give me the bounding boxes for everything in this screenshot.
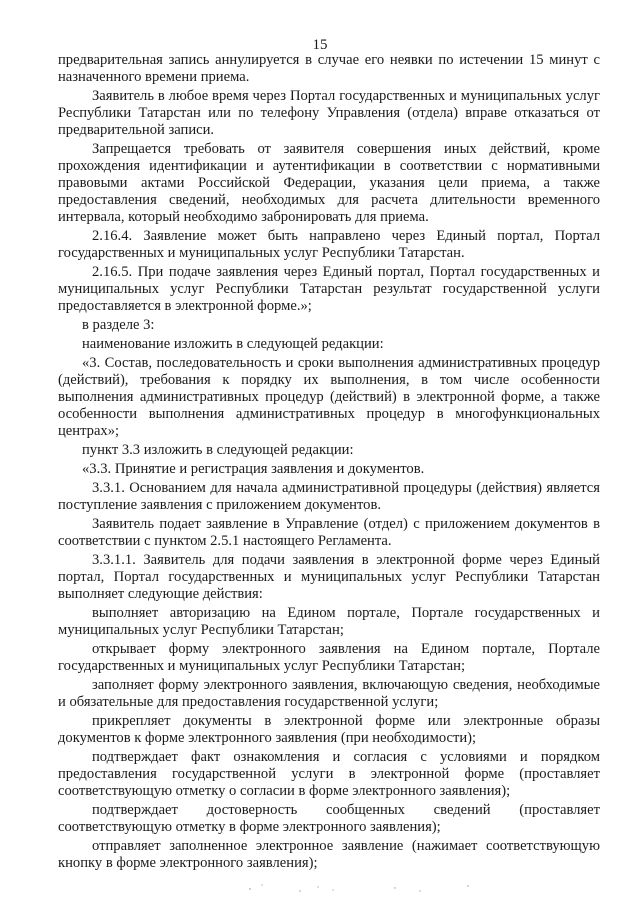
page-number: 15 (312, 37, 328, 53)
document-body (58, 52, 600, 874)
list-item-fill-form: заполняет форму электронного заявления, включающую сведения, необходимые и обязательные для предоставления государственной услуги; (58, 677, 600, 710)
paragraph-2-16-5: 2.16.5. При подаче заявления через Единый портал, Портал государственных и муниципальных услуг Республики Татарстан результат государственной услуги предоставляется в электронной форме.»; (58, 264, 600, 314)
list-item-attach-documents: прикрепляет документы в электронной форме или электронные образы документов к форме электронного заявления (при необходимости); (58, 713, 600, 746)
paragraph-continuation: предварительная запись аннулируется в случае его неявки по истечении 15 минут с назначенного времени приема. (58, 52, 600, 85)
list-item-confirm-consent: подтверждает факт ознакомления и согласия с условиями и порядком предоставления государственной услуги в электронной форме (проставляет соответствующую отметку о согласии в форме электронного заявления); (58, 749, 600, 799)
paragraph-cancel-appointment: Заявитель в любое время через Портал государственных и муниципальных услуг Республики Татарстан или по телефону Управления (отдела) вправе отказаться от предварительной записи. (58, 88, 600, 138)
paragraph-prohibition: Запрещается требовать от заявителя совершения иных действий, кроме прохождения идентификации и аутентификации в соответствии с нормативными правовыми актами Российской Федерации, указания цели приема, а также предоставления сведений, необходимых для расчета длительности временного интервала, который необходимо забронировать для приема. (58, 141, 600, 225)
list-item-open-form: открывает форму электронного заявления на Едином портале, Портале государственных и муниципальных услуг Республики Татарстан; (58, 641, 600, 674)
paragraph-section-3: в разделе 3: (82, 317, 155, 333)
paragraph-3-3: «3.3. Принятие и регистрация заявления и документов. (82, 461, 425, 477)
scan-noise (0, 867, 640, 897)
list-item-send-application: отправляет заполненное электронное заявление (нажимает соответствующую кнопку в форме электронного заявления); (58, 838, 600, 871)
paragraph-section-3-title: «3. Состав, последовательность и сроки выполнения административных процедур (действий), требования к порядку их выполнения, в том числе особенности выполнения административных процедур (действий) в электронной форме, а также особенности выполнения административных процедур в многофункциональных центрах»; (58, 355, 600, 439)
paragraph-3-3-1-1: 3.3.1.1. Заявитель для подачи заявления в электронной форме через Единый портал, Портал государственных и муниципальных услуг Республики Татарстан выполняет следующие действия: (58, 552, 600, 602)
paragraph-title-edit: наименование изложить в следующей редакции: (82, 336, 384, 352)
paragraph-applicant-submits: Заявитель подает заявление в Управление (отдел) с приложением документов в соответствии с пунктом 2.5.1 настоящего Регламента. (58, 516, 600, 549)
list-item-confirm-accuracy: подтверждает достоверность сообщенных сведений (проставляет соответствующую отметку в форме электронного заявления); (58, 802, 600, 835)
paragraph-clause-3-3-edit: пункт 3.3 изложить в следующей редакции: (82, 442, 354, 458)
paragraph-2-16-4: 2.16.4. Заявление может быть направлено через Единый портал, Портал государственных и муниципальных услуг Республики Татарстан. (58, 228, 600, 261)
list-item-authorization: выполняет авторизацию на Едином портале, Портале государственных и муниципальных услуг Республики Татарстан; (58, 605, 600, 638)
paragraph-3-3-1: 3.3.1. Основанием для начала административной процедуры (действия) является поступление заявления с приложением документов. (58, 480, 600, 513)
